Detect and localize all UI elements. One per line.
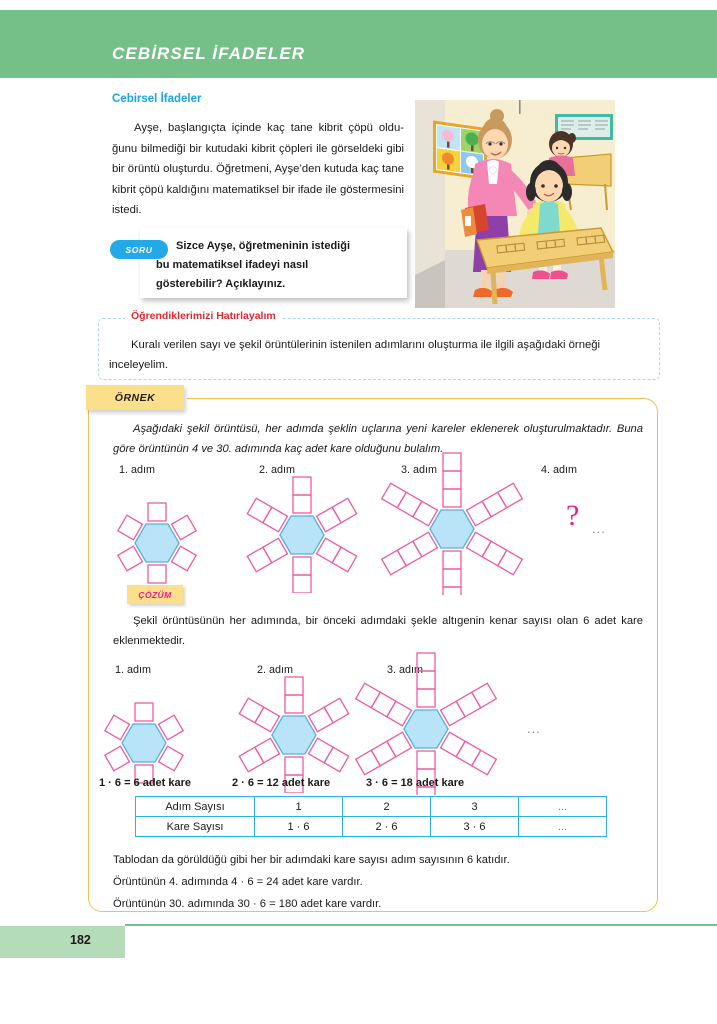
cozum-body: Şekil örüntüsünün her adımında, bir önceki adımdaki şekle altıgenin kenar sayısı olan 6 adet kare eklenmektedir.	[113, 615, 643, 647]
hatirlayalim-body-wrap	[109, 335, 654, 375]
soru-text-wrap	[156, 237, 366, 294]
footer-rule	[125, 924, 717, 926]
table-row-header-kare: Kare Sayısı	[136, 817, 255, 837]
table-cell-adim-2: 2	[343, 797, 431, 817]
intro-text: Ayşe, başlangıçta içinde kaç tane kibrit çöpü oldu-ğunu bilmediği bir kutudaki kibrit çöpleri ile görseldeki gibi bir örüntü oluşturdu. Öğretmeni, Ayşe’den kutuda kaç tane kibrit çöpü kaldığını matematiksel bir ifade ile göstermesini istedi.	[112, 122, 404, 216]
conclusion-line-2: Örüntünün 4. adımında 4 · 6 = 24 adet kare vardır.	[113, 876, 363, 888]
table-cell-kare-4: ...	[519, 817, 607, 837]
classroom-illustration	[415, 100, 615, 308]
equation-step-2: 2 · 6 = 12 adet kare	[232, 777, 331, 789]
step-4-ellipsis: ...	[592, 521, 606, 536]
hatirlayalim-box	[98, 310, 660, 380]
solution-step-label-2: 2. adım	[257, 664, 294, 676]
page-title: CEBİRSEL İFADELER	[112, 44, 306, 63]
header-band	[0, 10, 717, 78]
ornek-badge: ÖRNEK	[86, 385, 184, 410]
table-cell-adim-4: ...	[519, 797, 607, 817]
pattern-figure-step-1	[97, 481, 217, 596]
solution-step-label-1: 1. adım	[115, 664, 152, 676]
soru-badge: SORU	[110, 240, 168, 259]
conclusion-block	[113, 849, 633, 915]
table-row-kare	[136, 817, 607, 837]
equation-step-3: 3 · 6 = 18 adet kare	[366, 777, 465, 789]
page-number: 182	[70, 933, 91, 947]
step-4-question-mark: ?	[566, 499, 580, 532]
table-cell-kare-2: 2 · 6	[343, 817, 431, 837]
step-label-4: 4. adım	[541, 464, 578, 476]
left-margin-rail	[0, 78, 8, 928]
solution-row-ellipsis: ...	[527, 721, 541, 736]
table-cell-adim-3: 3	[431, 797, 519, 817]
equation-step-1: 1 · 6 = 6 adet kare	[99, 777, 192, 789]
table-cell-kare-1: 1 · 6	[255, 817, 343, 837]
section-heading: Cebirsel İfadeler	[112, 93, 202, 105]
pattern-figure-step-2	[237, 461, 367, 598]
conclusion-line-1: Tablodan da görüldüğü gibi her bir adımdaki kare sayısı adım sayısının 6 katıdır.	[113, 854, 510, 866]
pattern-figure-step-3	[377, 443, 527, 600]
table-cell-kare-3: 3 · 6	[431, 817, 519, 837]
table-cell-adim-1: 1	[255, 797, 343, 817]
table-row-adim	[136, 797, 607, 817]
hatirlayalim-body: Kuralı verilen sayı ve şekil örüntülerinin istenilen adımlarını oluşturma ile ilgili aşağıdaki örneği inceleyelim.	[109, 339, 601, 371]
step-label-3: 3. adım	[401, 464, 438, 476]
soru-text: Sizce Ayşe, öğretmeninin istediği bu matematiksel ifadeyi nasıl gösterebilir? Açıklayınız.	[156, 240, 351, 290]
table-row-header-adim: Adım Sayısı	[136, 797, 255, 817]
hatirlayalim-title: Öğrendiklerimizi Hatırlayalım	[125, 310, 282, 322]
step-label-1: 1. adım	[119, 464, 156, 476]
soru-container	[110, 228, 407, 300]
solution-step-label-3: 3. adım	[387, 664, 424, 676]
cozum-badge: ÇÖZÜM	[127, 585, 183, 604]
conclusion-line-3: Örüntünün 30. adımında 30 · 6 = 180 adet kare vardır.	[113, 898, 382, 910]
pattern-table	[135, 796, 607, 837]
footer-block	[0, 926, 125, 958]
ornek-body: Aşağıdaki şekil örüntüsü, her adımda şeklin uçlarına yeni kareler eklenerek oluşturulmaktadır. Buna göre örüntünün 4 ve 30. adımında kaç adet kare olduğunu bulalım.	[113, 423, 643, 455]
intro-paragraph	[112, 118, 404, 221]
step-label-2: 2. adım	[259, 464, 296, 476]
